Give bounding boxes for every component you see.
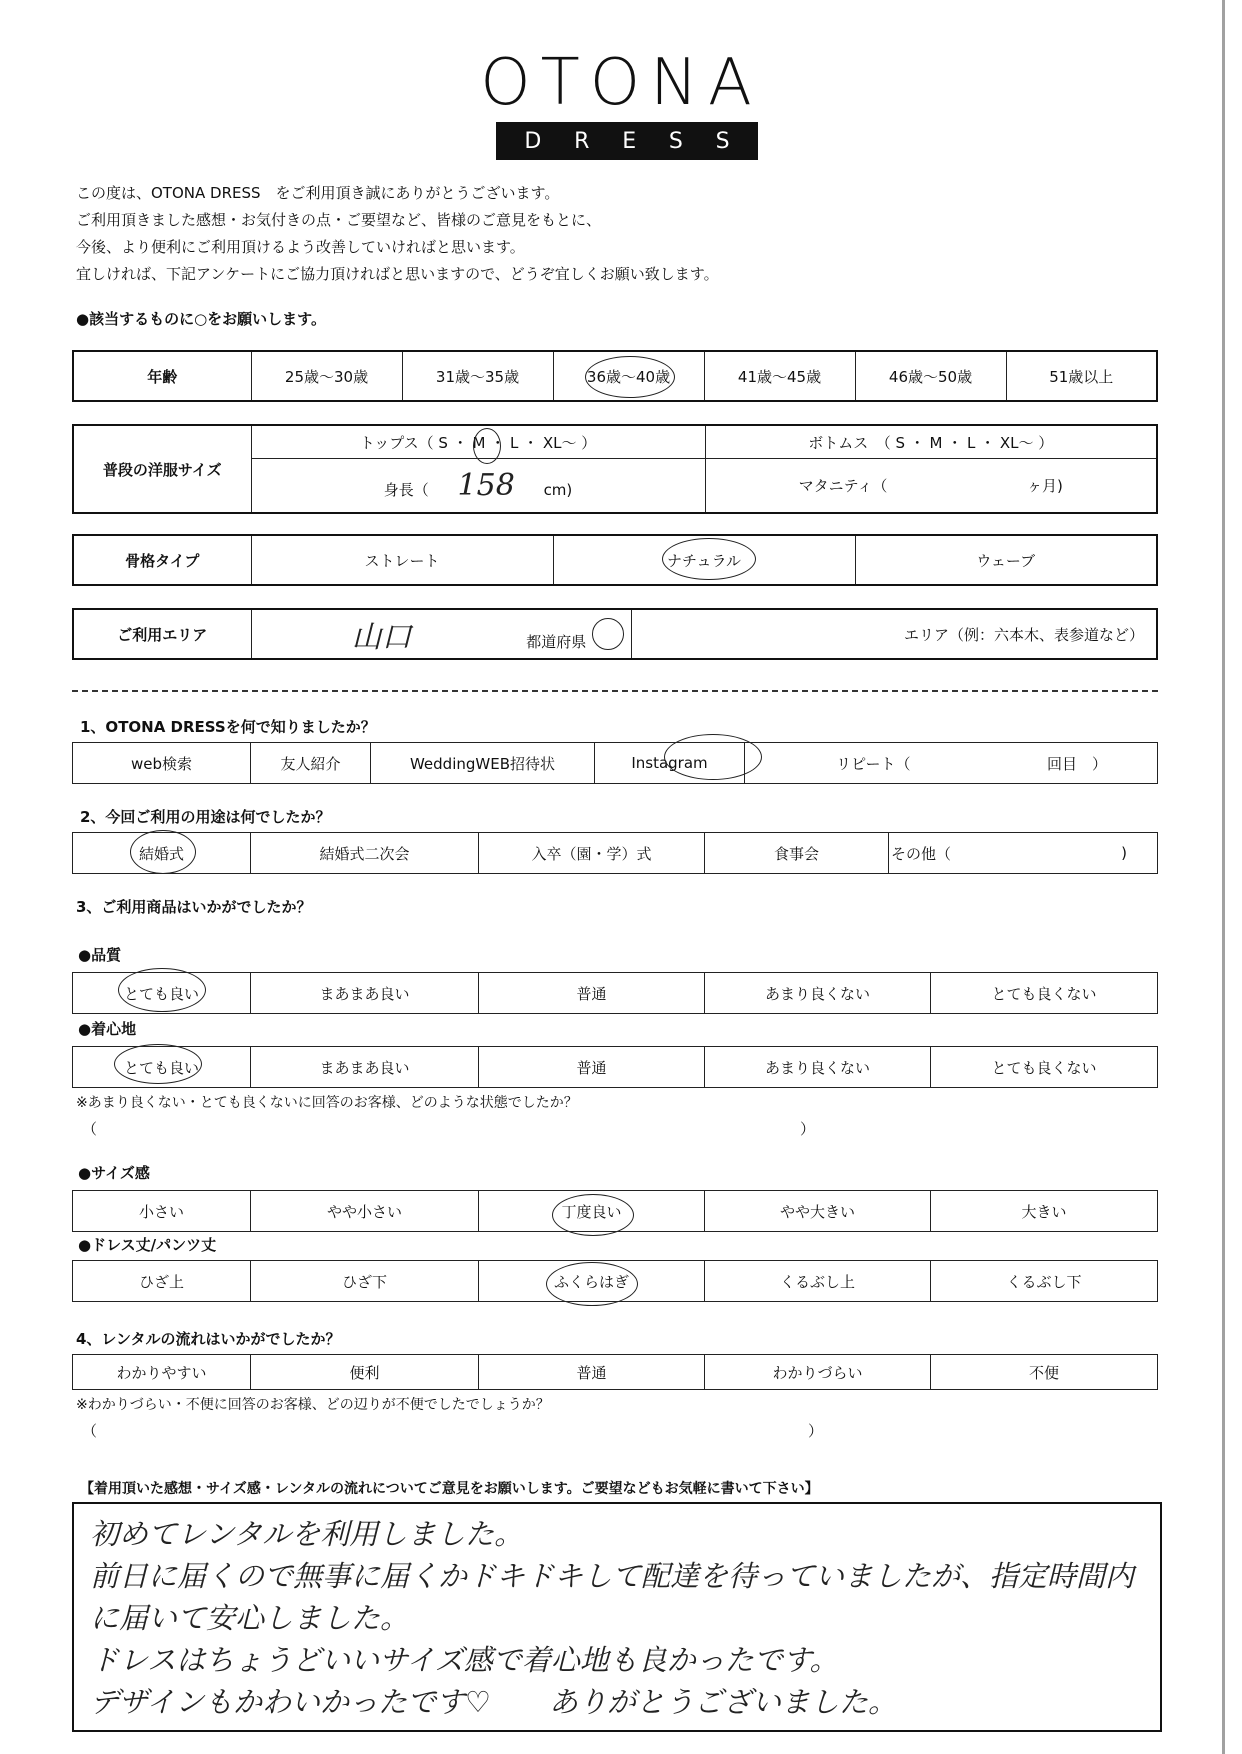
q1-option-selected[interactable]: Instagram	[595, 743, 745, 784]
q4-table	[72, 1354, 1158, 1390]
length-option[interactable]: くるぶし上	[705, 1261, 931, 1302]
q3-heading: 3、ご利用商品はいかがでしたか？	[76, 898, 312, 916]
prefecture-field[interactable]	[251, 609, 631, 659]
selection-circle	[585, 356, 675, 398]
paren-open: （	[82, 1422, 98, 1440]
paren-close: ）	[808, 1422, 824, 1440]
q4-option[interactable]: わかりやすい	[73, 1355, 251, 1390]
q4-option[interactable]: 不便	[931, 1355, 1158, 1390]
q2-heading: 2、今回ご利用の用途は何でしたか？	[80, 808, 331, 826]
maternity-unit: ヶ月)	[1027, 477, 1063, 496]
height-value: 158	[457, 468, 515, 504]
q2-option[interactable]: 食事会	[705, 833, 889, 874]
selection-circle	[114, 1044, 202, 1084]
logo-letter: S	[668, 128, 683, 154]
comfort-option[interactable]: まあまあ良い	[251, 1047, 479, 1088]
logo-letter: E	[622, 128, 637, 154]
q4-reason-input[interactable]	[104, 1420, 794, 1442]
intro-text	[76, 180, 719, 288]
intro-line: 今後、より便利にご利用頂けるよう改善していければと思います。	[76, 238, 525, 256]
prefecture-value: 山口	[351, 620, 412, 655]
q1-option[interactable]: web検索	[73, 743, 251, 784]
size-label: 普段の洋服サイズ	[73, 425, 251, 513]
q2-option-suffix: )	[1069, 833, 1158, 874]
fit-option-selected[interactable]: 丁度良い	[479, 1191, 705, 1232]
tops-size-field[interactable]: トップス（ S ・ M ・ L ・ XL～ ）	[251, 425, 705, 459]
selection-circle	[592, 618, 624, 650]
maternity-label: マタニティ（	[798, 477, 888, 496]
logo-title: OTONA	[480, 46, 762, 120]
fit-option[interactable]: 大きい	[931, 1191, 1158, 1232]
selection-circle	[130, 830, 196, 874]
size-table	[72, 424, 1158, 514]
selection-circle	[664, 734, 762, 780]
selection-circle	[473, 428, 501, 464]
bottoms-size-field[interactable]: ボトムス （ S ・ M ・ L ・ XL～ ）	[705, 425, 1157, 459]
comment-line: デザインもかわいかったです♡ ありがとうございました。	[90, 1685, 897, 1719]
comfort-label: ●着心地	[78, 1020, 137, 1038]
quality-option[interactable]: あまり良くない	[705, 973, 931, 1014]
q2-option[interactable]: 結婚式二次会	[251, 833, 479, 874]
comfort-option[interactable]: 普通	[479, 1047, 705, 1088]
quality-option[interactable]: 普通	[479, 973, 705, 1014]
quality-table	[72, 972, 1158, 1014]
selection-circle	[552, 1194, 634, 1236]
paren-open: （	[82, 1120, 98, 1138]
area-label: ご利用エリア	[73, 609, 251, 659]
prefecture-suffix: 都道府県	[526, 633, 587, 651]
q1-option[interactable]: リピート（	[745, 743, 915, 784]
q1-option[interactable]: 友人紹介	[251, 743, 371, 784]
logo-letter: R	[574, 128, 590, 154]
age-option[interactable]: 25歳～30歳	[251, 351, 402, 401]
skeleton-table	[72, 534, 1158, 586]
fit-option[interactable]: やや大きい	[705, 1191, 931, 1232]
intro-line: この度は、OTONA DRESS をご利用頂き誠にありがとうございます。	[76, 184, 560, 202]
q1-heading: 1、OTONA DRESSを何で知りましたか？	[80, 718, 376, 736]
length-label: ●ドレス丈/パンツ丈	[78, 1236, 217, 1254]
selection-circle	[662, 538, 756, 580]
comment-box[interactable]	[72, 1502, 1162, 1732]
skeleton-option[interactable]: ウェーブ	[855, 535, 1157, 585]
intro-line: ご利用頂きました感想・お気付きの点・ご要望など、皆様のご意見をもとに、	[76, 211, 602, 229]
q2-option[interactable]: その他（	[889, 833, 1069, 874]
q1-option-suffix: 回目 ）	[915, 743, 1158, 784]
age-option-selected[interactable]: 36歳～40歳	[553, 351, 704, 401]
comment-line: 初めてレンタルを利用しました。	[90, 1517, 524, 1551]
quality-option[interactable]: まあまあ良い	[251, 973, 479, 1014]
q2-option[interactable]: 入卒（園・学）式	[479, 833, 705, 874]
maternity-field[interactable]	[705, 459, 1157, 513]
q1-option[interactable]: WeddingWEB招待状	[371, 743, 595, 784]
age-label: 年齢	[73, 351, 251, 401]
divider	[72, 690, 1158, 692]
scan-edge	[1222, 0, 1225, 1754]
quality-label: ●品質	[78, 946, 122, 964]
length-option[interactable]: ひざ下	[251, 1261, 479, 1302]
q4-option[interactable]: 普通	[479, 1355, 705, 1390]
age-option[interactable]: 31歳～35歳	[402, 351, 553, 401]
section-instruction: ●該当するものに○をお願いします。	[76, 310, 326, 328]
comfort-option-selected[interactable]: とても良い	[73, 1047, 251, 1088]
comment-line: に届いて安心しました。	[90, 1601, 410, 1635]
comfort-option[interactable]: とても良くない	[931, 1047, 1158, 1088]
q4-note: ※わかりづらい・不便に回答のお客様、どの辺りが不便でしたでしょうか？	[76, 1397, 550, 1413]
comfort-table	[72, 1046, 1158, 1088]
logo-letter: S	[715, 128, 730, 154]
q3-note: ※あまり良くない・とても良くないに回答のお客様、どのような状態でしたか？	[76, 1095, 578, 1111]
age-option[interactable]: 46歳～50歳	[855, 351, 1006, 401]
length-option[interactable]: ひざ上	[73, 1261, 251, 1302]
selection-circle	[546, 1262, 638, 1306]
q4-option[interactable]: 便利	[251, 1355, 479, 1390]
q2-option-selected[interactable]: 結婚式	[73, 833, 251, 874]
skeleton-option-selected[interactable]: ナチュラル	[553, 535, 855, 585]
quality-option-selected[interactable]: とても良い	[73, 973, 251, 1014]
selection-circle	[118, 968, 206, 1012]
height-label: 身長（	[383, 481, 429, 500]
fit-option[interactable]: 小さい	[73, 1191, 251, 1232]
height-unit: cm)	[543, 481, 573, 500]
length-option-selected[interactable]: ふくらはぎ	[479, 1261, 705, 1302]
intro-line: 宜しければ、下記アンケートにご協力頂ければと思いますので、どうぞ宜しくお願い致します。	[76, 265, 719, 283]
age-option[interactable]: 41歳～45歳	[704, 351, 855, 401]
fit-label: ●サイズ感	[78, 1164, 150, 1182]
age-option[interactable]: 51歳以上	[1006, 351, 1157, 401]
length-option[interactable]: くるぶし下	[931, 1261, 1158, 1302]
height-field[interactable]	[251, 459, 705, 513]
logo-letter: D	[524, 128, 542, 154]
q1-table	[72, 742, 1158, 784]
q4-heading: 4、レンタルの流れはいかがでしたか？	[76, 1330, 341, 1348]
comment-heading: 【着用頂いた感想・サイズ感・レンタルの流れについてご意見をお願いします。ご要望などもお気軽に書いて下さい】	[80, 1481, 819, 1497]
q3-reason-input[interactable]	[104, 1118, 794, 1140]
logo-subtitle	[496, 122, 758, 160]
fit-option[interactable]: やや小さい	[251, 1191, 479, 1232]
q4-option[interactable]: わかりづらい	[705, 1355, 931, 1390]
area-field[interactable]: エリア（例：六本木、表参道など）	[631, 609, 1157, 659]
q2-table	[72, 832, 1158, 874]
comment-line: ドレスはちょうどいいサイズ感で着心地も良かったです。	[90, 1643, 839, 1677]
skeleton-label: 骨格タイプ	[73, 535, 251, 585]
skeleton-option[interactable]: ストレート	[251, 535, 553, 585]
comfort-option[interactable]: あまり良くない	[705, 1047, 931, 1088]
paren-close: ）	[800, 1120, 816, 1138]
comment-line: 前日に届くので無事に届くかドキドキして配達を待っていましたが、指定時間内	[90, 1559, 1135, 1593]
quality-option[interactable]: とても良くない	[931, 973, 1158, 1014]
